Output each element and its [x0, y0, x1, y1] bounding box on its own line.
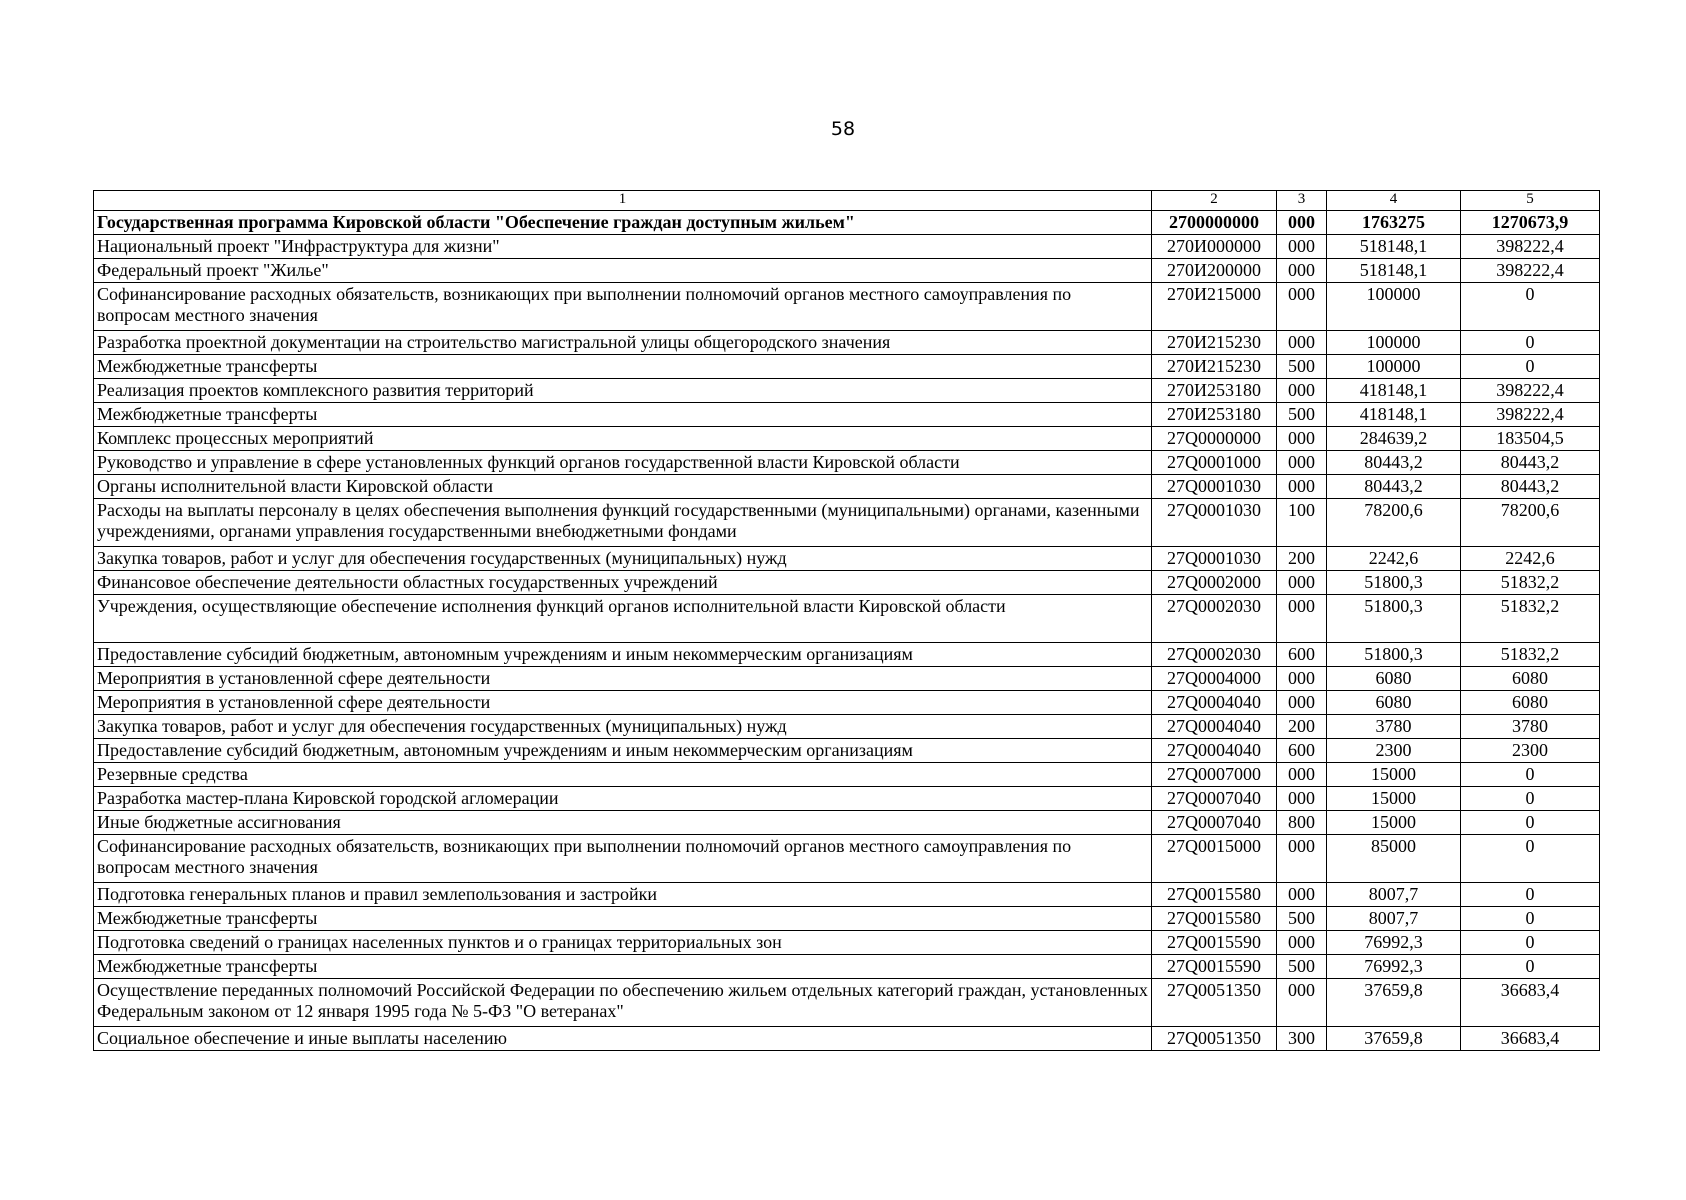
row-value5-cell: 0 [1461, 955, 1600, 979]
row-type-cell: 000 [1277, 427, 1327, 451]
row-name-cell: Межбюджетные трансферты [94, 355, 1152, 379]
row-type-cell: 000 [1277, 379, 1327, 403]
row-name-cell: Государственная программа Кировской области "Обеспечение граждан доступным жильем" [94, 211, 1152, 235]
row-value5-cell: 0 [1461, 787, 1600, 811]
row-code-cell: 27Q0007000 [1152, 763, 1277, 787]
row-value4-cell: 100000 [1327, 355, 1461, 379]
column-header-5: 5 [1461, 191, 1600, 211]
row-name-cell: Мероприятия в установленной сфере деятельности [94, 691, 1152, 715]
row-type-cell: 000 [1277, 883, 1327, 907]
row-type-cell: 200 [1277, 715, 1327, 739]
table-row [94, 403, 1600, 427]
table-row [94, 595, 1600, 643]
row-value4-cell: 80443,2 [1327, 475, 1461, 499]
row-name-cell: Софинансирование расходных обязательств, возникающих при выполнении полномочий органов местного самоуправления по вопросам местного значения [94, 283, 1152, 331]
table-row [94, 499, 1600, 547]
row-value5-cell: 0 [1461, 835, 1600, 883]
row-value5-cell: 51832,2 [1461, 571, 1600, 595]
table-row [94, 667, 1600, 691]
table-row [94, 283, 1600, 331]
table-row [94, 883, 1600, 907]
row-name-cell: Разработка проектной документации на строительство магистральной улицы общегородского значения [94, 331, 1152, 355]
row-code-cell: 27Q0051350 [1152, 979, 1277, 1027]
row-value5-cell: 0 [1461, 283, 1600, 331]
row-type-cell: 000 [1277, 787, 1327, 811]
row-value5-cell: 398222,4 [1461, 259, 1600, 283]
row-value4-cell: 76992,3 [1327, 931, 1461, 955]
row-value4-cell: 51800,3 [1327, 643, 1461, 667]
row-type-cell: 500 [1277, 955, 1327, 979]
row-type-cell: 000 [1277, 283, 1327, 331]
row-value5-cell: 2300 [1461, 739, 1600, 763]
row-name-cell: Финансовое обеспечение деятельности областных государственных учреждений [94, 571, 1152, 595]
row-value5-cell: 36683,4 [1461, 979, 1600, 1027]
row-type-cell: 000 [1277, 931, 1327, 955]
table-row [94, 907, 1600, 931]
row-value4-cell: 418148,1 [1327, 403, 1461, 427]
row-code-cell: 27Q0004040 [1152, 739, 1277, 763]
row-value5-cell: 398222,4 [1461, 403, 1600, 427]
row-name-cell: Подготовка генеральных планов и правил землепользования и застройки [94, 883, 1152, 907]
row-value4-cell: 51800,3 [1327, 571, 1461, 595]
row-value4-cell: 85000 [1327, 835, 1461, 883]
table-row [94, 379, 1600, 403]
row-name-cell: Национальный проект "Инфраструктура для жизни" [94, 235, 1152, 259]
row-value4-cell: 518148,1 [1327, 235, 1461, 259]
row-type-cell: 000 [1277, 259, 1327, 283]
row-name-cell: Подготовка сведений о границах населенных пунктов и о границах территориальных зон [94, 931, 1152, 955]
row-code-cell: 270И253180 [1152, 379, 1277, 403]
column-header-2: 2 [1152, 191, 1277, 211]
table-row [94, 691, 1600, 715]
table-row [94, 355, 1600, 379]
row-value5-cell: 36683,4 [1461, 1027, 1600, 1051]
column-header-3: 3 [1277, 191, 1327, 211]
row-code-cell: 270И253180 [1152, 403, 1277, 427]
table-row [94, 955, 1600, 979]
row-code-cell: 2700000000 [1152, 211, 1277, 235]
row-name-cell: Руководство и управление в сфере установленных функций органов государственной власти Кировской области [94, 451, 1152, 475]
row-value5-cell: 398222,4 [1461, 235, 1600, 259]
row-code-cell: 27Q0015580 [1152, 907, 1277, 931]
row-value5-cell: 0 [1461, 331, 1600, 355]
row-code-cell: 27Q0015580 [1152, 883, 1277, 907]
row-type-cell: 500 [1277, 355, 1327, 379]
row-name-cell: Резервные средства [94, 763, 1152, 787]
row-type-cell: 600 [1277, 739, 1327, 763]
table-row [94, 451, 1600, 475]
row-type-cell: 000 [1277, 595, 1327, 643]
row-name-cell: Расходы на выплаты персоналу в целях обеспечения выполнения функций государственными (муниципальными) органами, казенными учреждениями, органами управления государственными внебюджетными фондами [94, 499, 1152, 547]
table-row [94, 235, 1600, 259]
row-name-cell: Иные бюджетные ассигнования [94, 811, 1152, 835]
row-value5-cell: 0 [1461, 763, 1600, 787]
row-code-cell: 27Q0015590 [1152, 955, 1277, 979]
row-name-cell: Софинансирование расходных обязательств, возникающих при выполнении полномочий органов местного самоуправления по вопросам местного значения [94, 835, 1152, 883]
row-value4-cell: 37659,8 [1327, 979, 1461, 1027]
row-value5-cell: 1270673,9 [1461, 211, 1600, 235]
row-code-cell: 27Q0000000 [1152, 427, 1277, 451]
row-name-cell: Межбюджетные трансферты [94, 403, 1152, 427]
table-row [94, 427, 1600, 451]
row-type-cell: 800 [1277, 811, 1327, 835]
table-row [94, 931, 1600, 955]
row-code-cell: 270И200000 [1152, 259, 1277, 283]
row-type-cell: 000 [1277, 331, 1327, 355]
row-value4-cell: 15000 [1327, 787, 1461, 811]
column-header-1: 1 [94, 191, 1152, 211]
row-code-cell: 270И000000 [1152, 235, 1277, 259]
row-value4-cell: 518148,1 [1327, 259, 1461, 283]
row-name-cell: Межбюджетные трансферты [94, 907, 1152, 931]
table-row [94, 787, 1600, 811]
row-type-cell: 000 [1277, 211, 1327, 235]
row-value5-cell: 6080 [1461, 667, 1600, 691]
page-number: 58 [830, 118, 856, 140]
row-code-cell: 27Q0004040 [1152, 691, 1277, 715]
row-name-cell: Социальное обеспечение и иные выплаты населению [94, 1027, 1152, 1051]
row-name-cell: Органы исполнительной власти Кировской области [94, 475, 1152, 499]
table-row [94, 211, 1600, 235]
table-row [94, 979, 1600, 1027]
row-code-cell: 27Q0002030 [1152, 643, 1277, 667]
row-value4-cell: 2300 [1327, 739, 1461, 763]
row-name-cell: Комплекс процессных мероприятий [94, 427, 1152, 451]
row-code-cell: 270И215000 [1152, 283, 1277, 331]
row-value4-cell: 3780 [1327, 715, 1461, 739]
row-code-cell: 27Q0051350 [1152, 1027, 1277, 1051]
row-code-cell: 27Q0007040 [1152, 811, 1277, 835]
table-row [94, 835, 1600, 883]
row-type-cell: 000 [1277, 451, 1327, 475]
row-type-cell: 000 [1277, 979, 1327, 1027]
row-value5-cell: 398222,4 [1461, 379, 1600, 403]
row-name-cell: Осуществление переданных полномочий Российской Федерации по обеспечению жильем отдельных категорий граждан, установленных Федеральным законом от 12 января 1995 года № 5-ФЗ "О ветеранах" [94, 979, 1152, 1027]
row-value4-cell: 418148,1 [1327, 379, 1461, 403]
row-name-cell: Межбюджетные трансферты [94, 955, 1152, 979]
row-code-cell: 27Q0007040 [1152, 787, 1277, 811]
row-code-cell: 270И215230 [1152, 355, 1277, 379]
row-value4-cell: 51800,3 [1327, 595, 1461, 643]
row-value4-cell: 76992,3 [1327, 955, 1461, 979]
column-header-4: 4 [1327, 191, 1461, 211]
table-header-row [94, 191, 1600, 211]
row-value5-cell: 6080 [1461, 691, 1600, 715]
row-value4-cell: 6080 [1327, 667, 1461, 691]
row-value4-cell: 8007,7 [1327, 907, 1461, 931]
row-name-cell: Предоставление субсидий бюджетным, автономным учреждениям и иным некоммерческим организациям [94, 643, 1152, 667]
row-value5-cell: 80443,2 [1461, 451, 1600, 475]
table-row [94, 331, 1600, 355]
row-value5-cell: 0 [1461, 883, 1600, 907]
row-name-cell: Закупка товаров, работ и услуг для обеспечения государственных (муниципальных) нужд [94, 715, 1152, 739]
row-code-cell: 27Q0001030 [1152, 475, 1277, 499]
row-type-cell: 000 [1277, 667, 1327, 691]
table-row [94, 547, 1600, 571]
table-row [94, 475, 1600, 499]
row-value5-cell: 0 [1461, 811, 1600, 835]
row-type-cell: 000 [1277, 691, 1327, 715]
row-value5-cell: 0 [1461, 931, 1600, 955]
row-value5-cell: 183504,5 [1461, 427, 1600, 451]
table-row [94, 763, 1600, 787]
row-value5-cell: 2242,6 [1461, 547, 1600, 571]
row-name-cell: Учреждения, осуществляющие обеспечение исполнения функций органов исполнительной власти Кировской области [94, 595, 1152, 643]
row-value5-cell: 78200,6 [1461, 499, 1600, 547]
row-name-cell: Федеральный проект "Жилье" [94, 259, 1152, 283]
row-code-cell: 27Q0001030 [1152, 499, 1277, 547]
row-name-cell: Закупка товаров, работ и услуг для обеспечения государственных (муниципальных) нужд [94, 547, 1152, 571]
table-row [94, 811, 1600, 835]
row-code-cell: 27Q0002030 [1152, 595, 1277, 643]
budget-table [93, 190, 1600, 1051]
row-value4-cell: 6080 [1327, 691, 1461, 715]
row-value4-cell: 8007,7 [1327, 883, 1461, 907]
row-name-cell: Предоставление субсидий бюджетным, автономным учреждениям и иным некоммерческим организациям [94, 739, 1152, 763]
row-type-cell: 000 [1277, 763, 1327, 787]
row-value4-cell: 284639,2 [1327, 427, 1461, 451]
row-name-cell: Реализация проектов комплексного развития территорий [94, 379, 1152, 403]
table-row [94, 1027, 1600, 1051]
row-code-cell: 27Q0001000 [1152, 451, 1277, 475]
row-code-cell: 27Q0001030 [1152, 547, 1277, 571]
row-type-cell: 300 [1277, 1027, 1327, 1051]
row-type-cell: 100 [1277, 499, 1327, 547]
row-value4-cell: 15000 [1327, 811, 1461, 835]
row-value4-cell: 80443,2 [1327, 451, 1461, 475]
row-value5-cell: 80443,2 [1461, 475, 1600, 499]
row-type-cell: 000 [1277, 475, 1327, 499]
row-value4-cell: 100000 [1327, 331, 1461, 355]
row-type-cell: 200 [1277, 547, 1327, 571]
row-value5-cell: 51832,2 [1461, 595, 1600, 643]
row-code-cell: 27Q0015590 [1152, 931, 1277, 955]
table-row [94, 643, 1600, 667]
row-type-cell: 500 [1277, 403, 1327, 427]
row-value4-cell: 37659,8 [1327, 1027, 1461, 1051]
row-type-cell: 000 [1277, 571, 1327, 595]
table-row [94, 739, 1600, 763]
row-code-cell: 27Q0004040 [1152, 715, 1277, 739]
row-value5-cell: 51832,2 [1461, 643, 1600, 667]
table-row [94, 571, 1600, 595]
row-value5-cell: 0 [1461, 907, 1600, 931]
row-type-cell: 500 [1277, 907, 1327, 931]
row-value4-cell: 1763275 [1327, 211, 1461, 235]
row-value4-cell: 15000 [1327, 763, 1461, 787]
row-value5-cell: 3780 [1461, 715, 1600, 739]
row-name-cell: Разработка мастер-плана Кировской городской агломерации [94, 787, 1152, 811]
row-value5-cell: 0 [1461, 355, 1600, 379]
row-code-cell: 27Q0015000 [1152, 835, 1277, 883]
row-value4-cell: 78200,6 [1327, 499, 1461, 547]
table-row [94, 715, 1600, 739]
row-code-cell: 27Q0002000 [1152, 571, 1277, 595]
row-type-cell: 000 [1277, 835, 1327, 883]
row-value4-cell: 2242,6 [1327, 547, 1461, 571]
row-value4-cell: 100000 [1327, 283, 1461, 331]
row-type-cell: 000 [1277, 235, 1327, 259]
row-code-cell: 27Q0004000 [1152, 667, 1277, 691]
table-row [94, 259, 1600, 283]
row-type-cell: 600 [1277, 643, 1327, 667]
row-code-cell: 270И215230 [1152, 331, 1277, 355]
row-name-cell: Мероприятия в установленной сфере деятельности [94, 667, 1152, 691]
